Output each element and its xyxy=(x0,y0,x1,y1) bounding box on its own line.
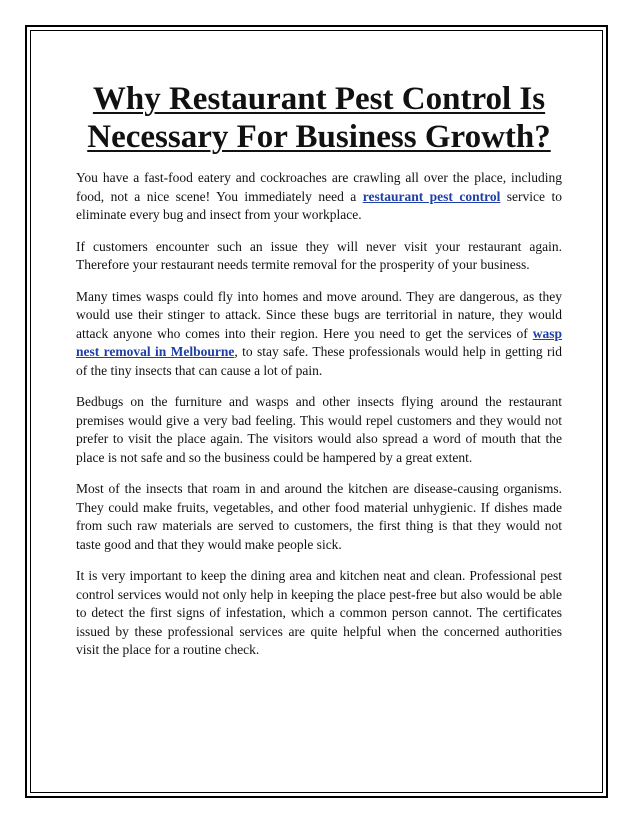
paragraph-3-text-end: , to stay safe. These professionals would help in getting rid of the tiny insects that can cause a lot of pain. xyxy=(76,344,562,378)
paragraph-1-text-start: You have a fast-food eatery and cockroaches are crawling all over the place, including food, not a nice scene! You immediately need a xyxy=(76,170,562,204)
document-title: Why Restaurant Pest Control Is Necessary For Business Growth? xyxy=(87,81,551,155)
paragraph-1 xyxy=(76,169,562,225)
paragraph-2: If customers encounter such an issue they will never visit your restaurant again. Therefore your restaurant needs termite removal for the prosperity of your business. xyxy=(76,238,562,272)
paragraph-5: Most of the insects that roam in and around the kitchen are disease-causing organisms. They could make fruits, vegetables, and other food material unhygienic. If dishes made from such raw materials are served to customers, the first thing is that they would not taste good and that they would make people sick. xyxy=(76,481,562,552)
restaurant-pest-control-link[interactable]: restaurant pest control xyxy=(362,188,501,204)
paragraph-3 xyxy=(76,288,562,381)
paragraph-3-text-start: Many times wasps could fly into homes and move around. They are dangerous, as they would use their stinger to attack. Since these bugs are territorial in nature, they would attack anyone who comes into their region. Here you need to get the services of xyxy=(76,288,562,341)
paragraph-1-text-end: service to eliminate every bug and insect from your workplace. xyxy=(76,188,562,222)
document-body xyxy=(76,80,562,673)
paragraph-4: Bedbugs on the furniture and wasps and other insects flying around the restaurant premises would give a very bad feeling. This would repel customers and they would not prefer to visit the place again. The visitors would also spread a word of mouth that the place is not safe and so the business could be hampered by a great extent. xyxy=(76,394,562,465)
paragraph-6: It is very important to keep the dining area and kitchen neat and clean. Professional pest control services would not only help in keeping the place pest-free but also would be able to detect the first signs of infestation, which a common person cannot. The certificates issued by these professional services are quite helpful when the concerned authorities visit the place for a routine check. xyxy=(76,568,562,657)
wasp-nest-removal-link[interactable]: wasp nest removal in Melbourne xyxy=(76,325,562,359)
